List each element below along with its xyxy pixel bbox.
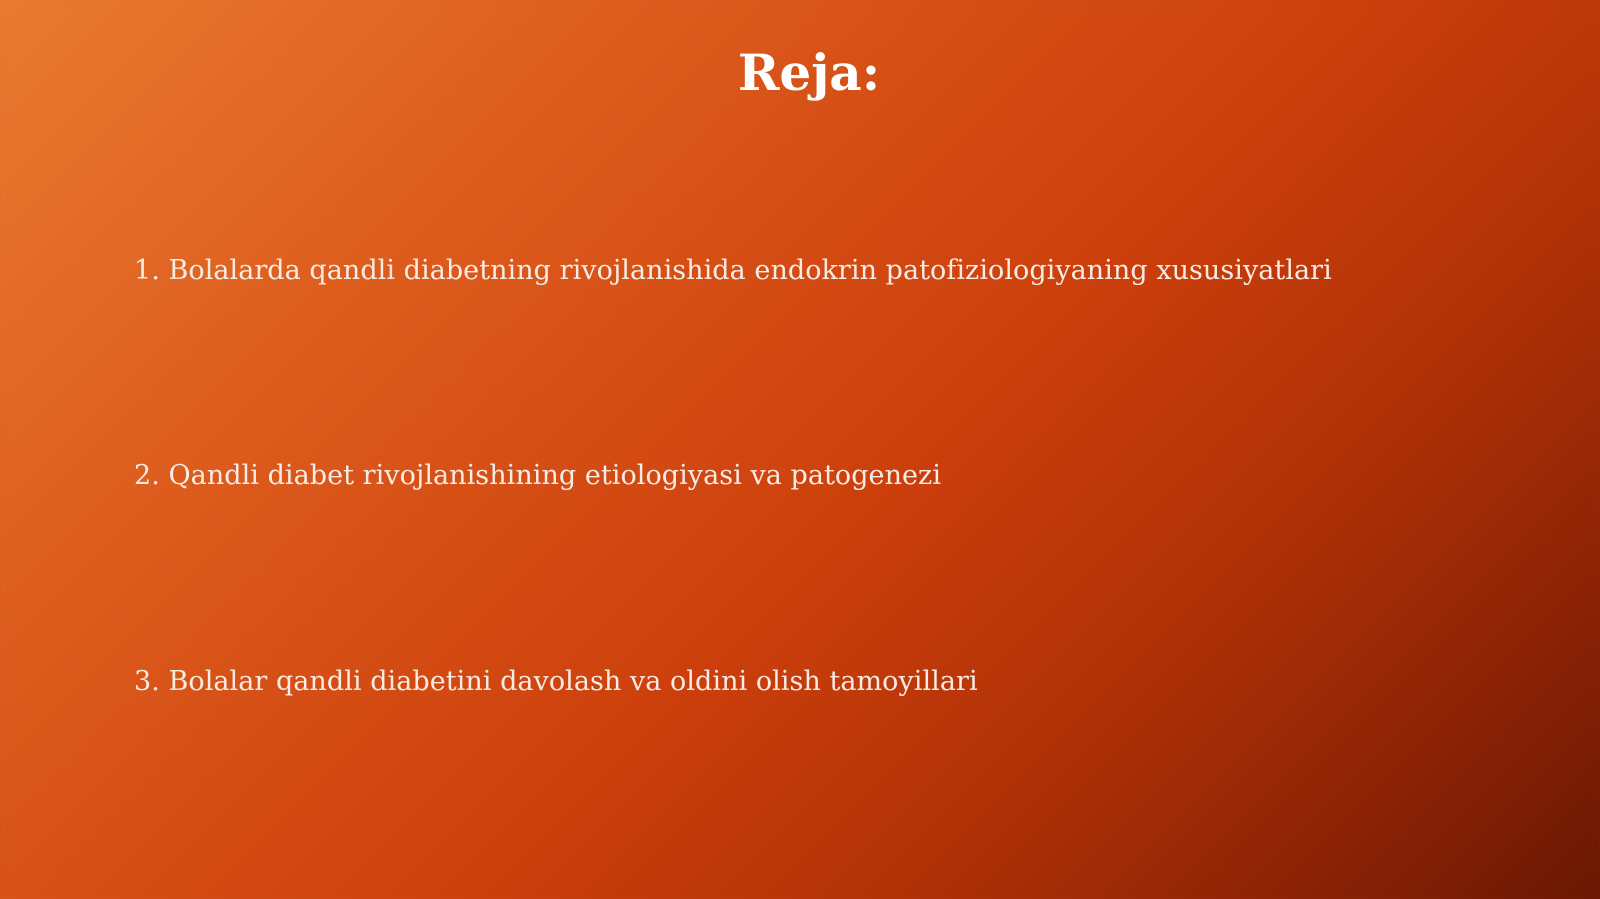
plan-item-1: 1. Bolalarda qandli diabetning rivojlanishida endokrin patofiziologiyaning xususiyatlari [134,255,1332,286]
slide-title: Reja: [737,43,881,102]
plan-item-2: 2. Qandli diabet rivojlanishining etiologiyasi va patogenezi [134,460,942,491]
plan-item-3: 3. Bolalar qandli diabetini davolash va oldini olish tamoyillari [134,666,978,697]
